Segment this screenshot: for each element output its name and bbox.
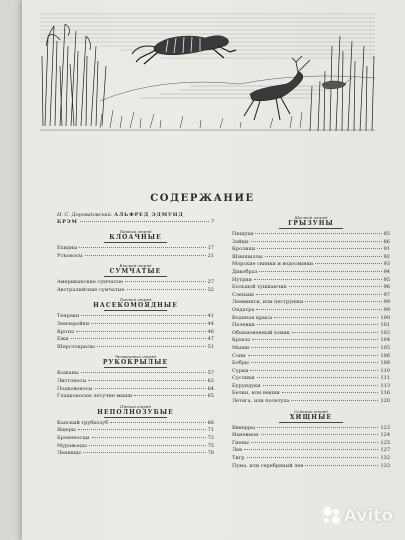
toc-entry-page: 94 [383, 268, 390, 275]
leader-dots [251, 241, 382, 242]
toc-entry[interactable] [57, 287, 214, 295]
toc-entry-page: 125 [380, 439, 390, 446]
toc-entry-title: Кожаны [57, 370, 79, 377]
toc-entry[interactable] [57, 393, 214, 401]
leader-dots [92, 437, 206, 438]
leader-dots [282, 392, 379, 393]
leader-dots [248, 355, 379, 356]
author-subject-line2: БРЭМ [57, 219, 78, 225]
author-entry [57, 212, 214, 226]
leader-dots [88, 380, 205, 381]
toc-entry-page: 78 [207, 450, 214, 457]
toc-entry-page: 99 [383, 306, 390, 313]
leader-dots [89, 445, 206, 446]
toc-entry[interactable] [232, 425, 390, 433]
toc-entry-page: 46 [207, 328, 214, 335]
order-label: Седьмой отряд [294, 408, 328, 414]
toc-entry[interactable] [232, 360, 390, 368]
toc-entry[interactable] [57, 279, 214, 287]
toc-entry-title: Полевки [232, 322, 255, 329]
order-heading [57, 297, 214, 311]
toc-entry-page: 68 [207, 419, 214, 426]
toc-entry-page: 17 [207, 245, 214, 251]
leader-dots [257, 324, 379, 325]
toc-entry-page: 116 [380, 390, 390, 397]
toc-entry-title: Обыкновенный хомяк [232, 329, 290, 336]
toc-entry-title: Виверры [232, 424, 256, 431]
author-text: Н. С. Доровatовский. [57, 212, 113, 218]
order-label: Четвертый отряд [114, 354, 157, 360]
toc-entry-page: 133 [380, 462, 390, 469]
leader-dots [263, 385, 379, 386]
leader-dots [81, 315, 205, 316]
leader-dots [250, 370, 378, 371]
leader-dots [78, 429, 206, 430]
toc-entry-page: 132 [380, 455, 390, 462]
toc-entry-page: 108 [380, 360, 390, 367]
leader-dots [315, 263, 382, 264]
avito-logo-icon [323, 507, 341, 525]
toc-entry-title: Ондатра [232, 306, 255, 313]
toc-entry-page: 51 [207, 343, 214, 350]
toc-entry-page: 95 [383, 276, 390, 283]
leader-dots [291, 400, 378, 401]
toc-entry-title: Гиены [232, 439, 249, 446]
toc-entry-page: 106 [380, 352, 390, 359]
toc-entry-title: Броненосцы [57, 434, 90, 441]
toc-entry-title: Зайцы [232, 238, 249, 245]
leader-dots [305, 301, 381, 302]
leader-dots [81, 372, 206, 373]
toc-entry-title: Сони [232, 352, 246, 359]
toc-entry[interactable] [232, 345, 390, 353]
toc-entry-page: 96 [383, 284, 390, 291]
toc-entry-title: Лев [232, 447, 242, 454]
toc-entry-page: 64 [207, 385, 214, 392]
contents-title: СОДЕРЖАНИЕ [150, 193, 255, 204]
toc-entry-title: Кролики [232, 246, 256, 253]
toc-entry-page: 57 [207, 370, 214, 377]
engraving-illustration [40, 6, 375, 134]
toc-entry[interactable] [57, 420, 214, 428]
toc-entry-page: 113 [380, 382, 390, 389]
toc-entry-title: Дикобраз [232, 268, 258, 275]
order-heading [57, 354, 214, 368]
toc-entry-page: 110 [380, 367, 390, 374]
toc-entry-title: Сурки [232, 367, 249, 374]
toc-entry-page: 100 [380, 314, 390, 321]
toc-entry-title: Тенреки [57, 313, 80, 320]
leader-dots [91, 323, 206, 324]
toc-entry[interactable] [57, 245, 214, 253]
toc-entry[interactable] [232, 398, 390, 406]
toc-entry-page: 32 [207, 286, 214, 293]
toc-entry-page: 92 [383, 253, 390, 260]
toc-entry-page: 21 [207, 252, 214, 259]
leader-dots [257, 427, 378, 428]
order-label: Шестой отряд [294, 215, 328, 220]
leader-dots [256, 309, 381, 310]
toc-entry-title: Летяга, или полетуха [232, 398, 290, 405]
order-name: ХИЩНЫЕ [289, 413, 333, 421]
toc-entry[interactable] [232, 246, 390, 254]
toc-entry[interactable] [232, 269, 390, 277]
order-label: Третий отряд [119, 297, 152, 303]
leader-dots [76, 331, 206, 332]
leader-dots [244, 449, 379, 450]
order-heading [232, 215, 390, 229]
toc-entry-title: Ехидны [57, 245, 78, 251]
toc-entry-page: 111 [380, 375, 390, 382]
toc-entry-page: 127 [380, 447, 390, 454]
toc-entry-title: Бурундуки [232, 382, 261, 389]
leader-dots [125, 281, 206, 282]
order-name: ГРЫЗУНЫ [288, 220, 334, 227]
toc-entry-title: Суслики [232, 375, 255, 382]
toc-entry-title: Ленивцы [57, 450, 81, 457]
toc-entry-title: Австралийские сумчатые [57, 286, 125, 293]
toc-entry-title: Нутрии [232, 276, 252, 283]
toc-entry-title: Ихневмон [232, 432, 259, 439]
avito-wordmark: Avito [343, 506, 393, 526]
toc-entry-title: Муравьеды [57, 442, 87, 449]
toc-entry-page: 99 [383, 299, 390, 306]
toc-entry[interactable] [232, 261, 390, 269]
leader-dots [83, 452, 206, 453]
toc-entry-title: Мыши [232, 344, 250, 351]
leader-dots [259, 271, 381, 272]
toc-entry-title: Ящеры [57, 427, 76, 434]
toc-entry[interactable] [232, 447, 390, 455]
toc-entry[interactable] [57, 427, 214, 435]
contents-left-column [57, 212, 214, 458]
toc-entry[interactable] [232, 432, 390, 440]
leader-dots [257, 377, 379, 378]
leader-dots [256, 294, 382, 295]
leader-dots [289, 286, 382, 287]
order-heading [232, 409, 390, 423]
toc-entry[interactable] [232, 375, 390, 383]
toc-entry-title: Шерстокрылы [57, 343, 95, 350]
toc-entry-title: Листоносы [57, 377, 87, 384]
toc-entry-page: 102 [380, 329, 390, 336]
toc-entry[interactable] [232, 231, 390, 239]
leader-dots [255, 233, 381, 234]
leader-dots [79, 247, 205, 248]
toc-entry[interactable] [57, 435, 214, 443]
order-name: КЛОАЧНЫЕ [109, 234, 162, 241]
toc-entry-page: 124 [380, 432, 390, 439]
toc-entry[interactable] [232, 383, 390, 391]
toc-entry[interactable] [232, 390, 390, 398]
toc-entry-title: Крысы [232, 337, 250, 344]
order-name: НАСЕКОМОЯДНЫЕ [93, 302, 178, 310]
order-name: РУКОКРЫЛЫЕ [102, 359, 169, 367]
toc-entry-page: 91 [383, 246, 390, 253]
toc-entry-page: 65 [207, 393, 214, 400]
toc-entry[interactable] [57, 378, 214, 386]
toc-entry-page: 71 [207, 427, 214, 434]
author-subject: АЛЬФРЕД ЭДМУНД [114, 212, 184, 218]
toc-entry-title: Большой тушканчик [232, 284, 287, 291]
order-label: Второй отряд [119, 263, 152, 269]
toc-entry-title: Тигр [232, 455, 245, 462]
toc-entry-title: Кроты [57, 328, 74, 335]
toc-entry-page: 105 [380, 344, 390, 351]
toc-entry-page: 85 [383, 231, 390, 237]
toc-entry-page: 41 [207, 313, 214, 320]
toc-entry[interactable] [232, 299, 390, 307]
toc-entry-title: Гладконосые летучие мыши [57, 393, 133, 400]
toc-entry[interactable] [232, 337, 390, 345]
contents-right-column [232, 212, 390, 470]
toc-entry[interactable] [57, 370, 214, 378]
leader-dots [274, 317, 378, 318]
toc-entry-page: 47 [207, 336, 214, 343]
toc-entry[interactable] [232, 315, 390, 323]
toc-entry-title: Белки, или векши [232, 390, 280, 397]
leader-dots [252, 339, 379, 340]
toc-entry[interactable] [232, 353, 390, 361]
leader-dots [247, 457, 379, 458]
toc-entry-page: 104 [380, 337, 390, 344]
toc-entry[interactable] [57, 329, 214, 337]
order-heading [57, 404, 214, 418]
toc-entry-title: Пищухи [232, 231, 254, 237]
toc-entry[interactable] [232, 440, 390, 448]
toc-entry-title: Утконосы [57, 252, 83, 259]
toc-entry-title: Ежи [57, 336, 69, 343]
toc-entry[interactable] [57, 253, 214, 261]
toc-entry-page: 44 [207, 320, 214, 327]
toc-entry[interactable] [57, 443, 214, 451]
toc-entry-page: 101 [380, 322, 390, 329]
toc-entry-page: 93 [383, 261, 390, 268]
order-label: Первый отряд [119, 229, 152, 234]
leader-dots [251, 442, 379, 443]
toc-entry-title: Пума, или серебряный лев [232, 462, 304, 469]
toc-entry-title: Шиншиллы [232, 253, 263, 260]
leader-dots [251, 362, 379, 363]
toc-entry-title: Слепыш [232, 291, 254, 298]
leader-dots [110, 422, 206, 423]
order-label: Пятый отряд [120, 403, 151, 409]
toc-entry[interactable] [57, 313, 214, 321]
toc-entry[interactable] [232, 239, 390, 247]
toc-entry-title: Лемминги, или пеструшки [232, 299, 304, 306]
toc-entry[interactable] [57, 321, 214, 329]
toc-entry-page: 72 [207, 434, 214, 441]
avito-watermark [323, 506, 393, 526]
toc-entry-title: Землеройки [57, 320, 90, 327]
toc-entry-title: Капский трубкозуб [57, 419, 109, 426]
toc-entry[interactable] [232, 322, 390, 330]
toc-entry-title: Морские свинки и водосвинки [232, 261, 314, 268]
toc-entry-page: 27 [207, 279, 214, 286]
leader-dots [127, 289, 206, 290]
toc-entry[interactable] [232, 292, 390, 300]
toc-entry[interactable] [57, 336, 214, 344]
leader-dots [254, 279, 382, 280]
toc-entry-title: Подковоносы [57, 385, 93, 392]
leader-dots [251, 347, 378, 348]
toc-entry-title: Американские сумчатые [57, 279, 124, 286]
toc-entry[interactable] [232, 277, 390, 285]
toc-entry[interactable] [232, 368, 390, 376]
toc-entry-page: 62 [207, 377, 214, 384]
toc-entry[interactable] [57, 386, 214, 394]
toc-entry-title: Бобры [232, 360, 249, 367]
leader-dots [305, 465, 378, 466]
order-name: НЕПОЛНОЗУБЫЕ [97, 408, 174, 416]
toc-entry-page: 120 [380, 398, 390, 405]
leader-dots [257, 248, 382, 249]
toc-entry-title: Водяная крыса [232, 314, 273, 321]
leader-dots [292, 332, 379, 333]
toc-entry[interactable] [232, 307, 390, 315]
toc-entry[interactable] [57, 450, 214, 458]
leader-dots [265, 256, 382, 257]
leader-dots [97, 346, 206, 347]
toc-entry[interactable] [232, 463, 390, 471]
leader-dots [261, 434, 379, 435]
toc-entry-page: 86 [383, 238, 390, 245]
toc-entry-page: 123 [380, 424, 390, 431]
toc-entry[interactable] [232, 330, 390, 338]
order-heading [57, 229, 214, 243]
toc-entry-page: 97 [383, 291, 390, 298]
toc-entry-page: 75 [207, 442, 214, 449]
leader-dots [85, 255, 206, 256]
leader-dots [95, 388, 206, 389]
toc-entry[interactable] [57, 344, 214, 352]
toc-entry[interactable] [232, 254, 390, 262]
leader-dots [71, 338, 206, 339]
leader-dots [134, 395, 205, 396]
toc-entry[interactable] [232, 284, 390, 292]
author-page: 7 [210, 219, 214, 225]
order-name: СУМЧАТЫЕ [109, 268, 162, 276]
toc-entry[interactable] [232, 455, 390, 463]
order-heading [57, 263, 214, 277]
